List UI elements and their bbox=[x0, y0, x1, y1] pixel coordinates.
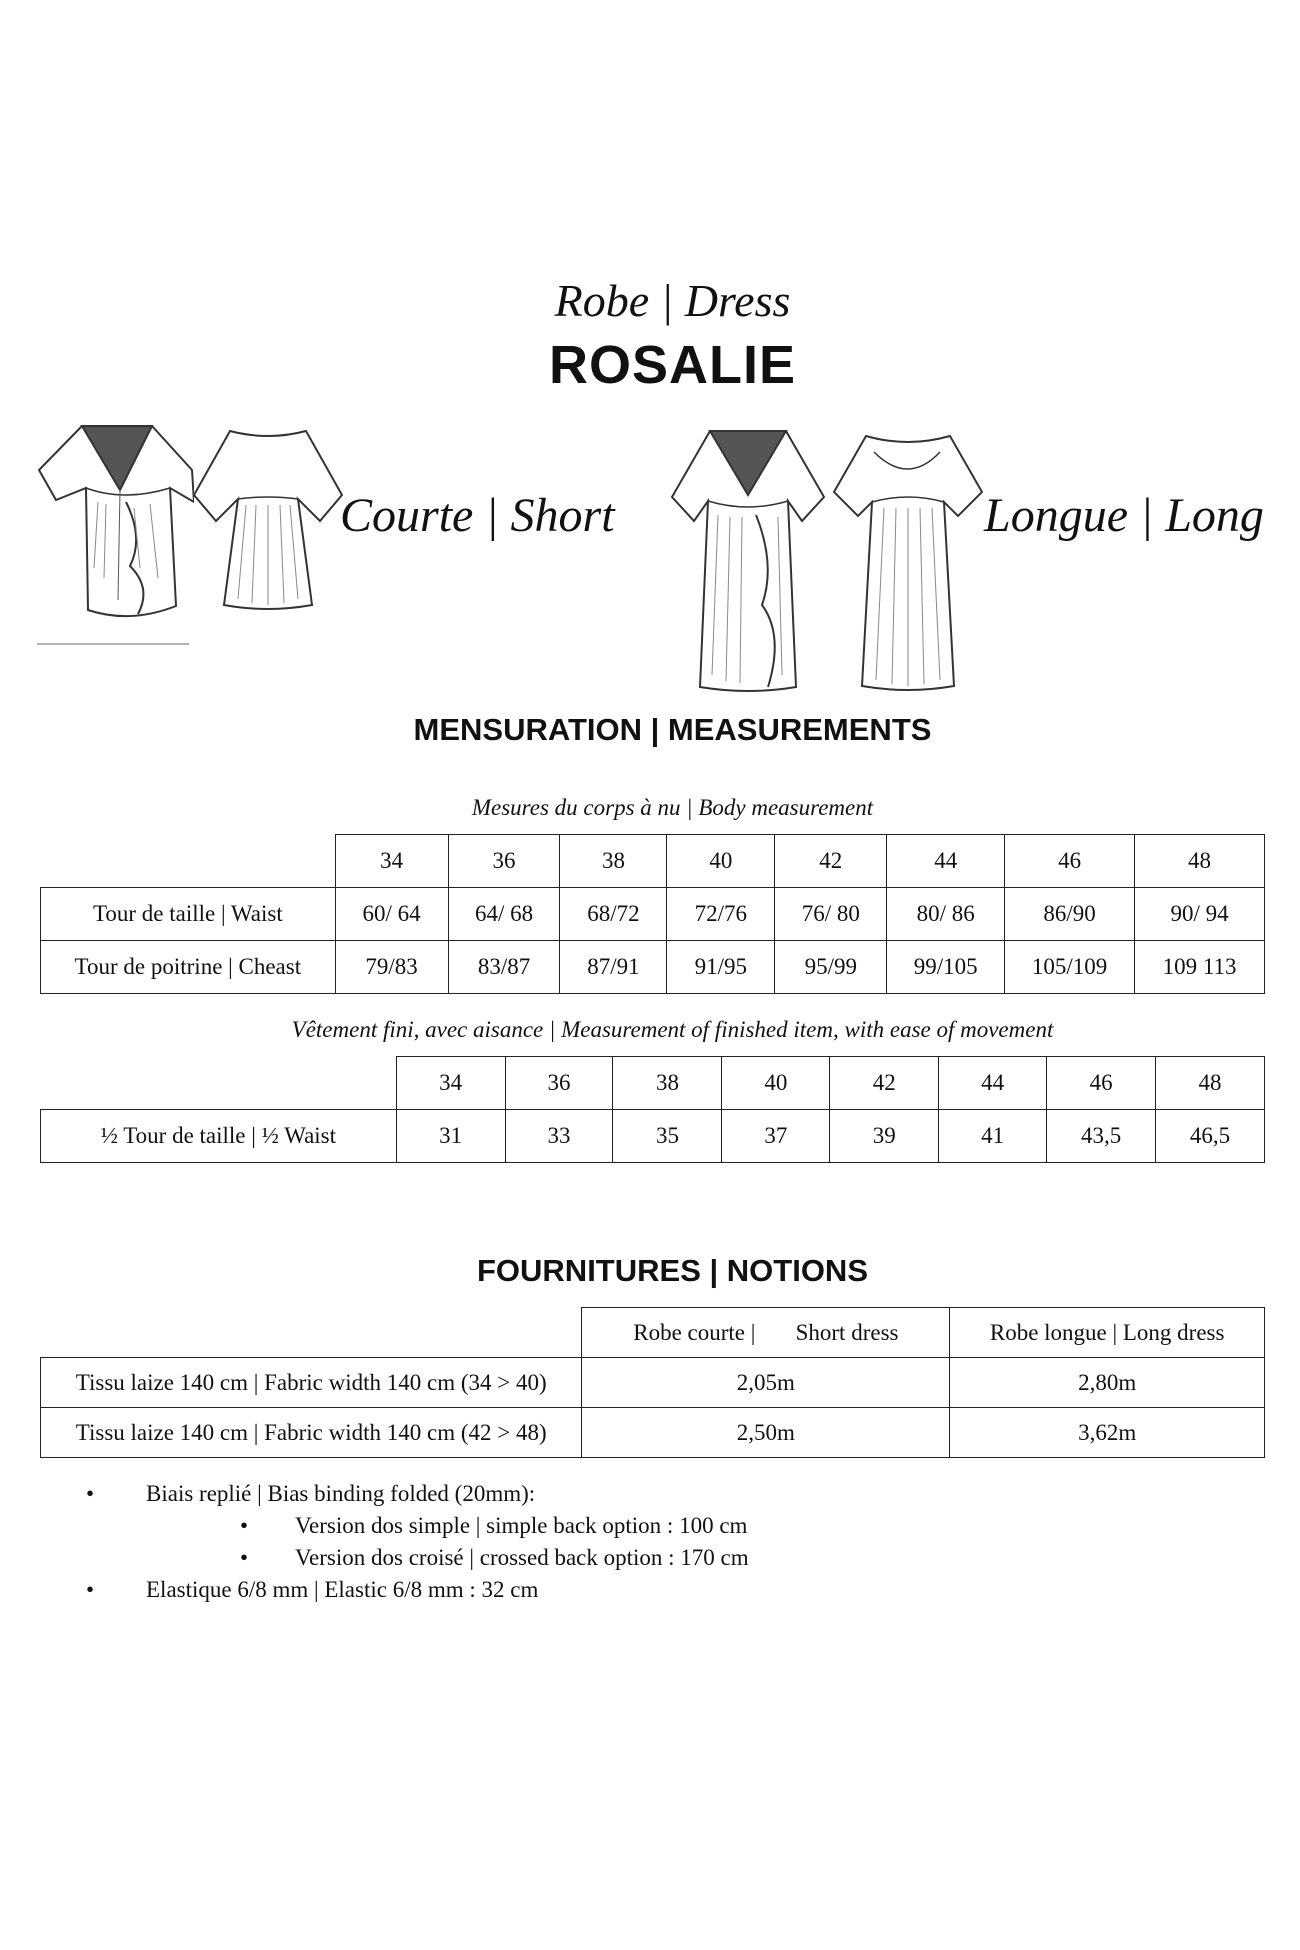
table-cell: 76/ 80 bbox=[775, 888, 887, 941]
short-dress-back-illustration bbox=[190, 425, 345, 615]
size-cell: 38 bbox=[613, 1057, 722, 1110]
bias-binding-text: Biais replié | Bias binding folded (20mm): bbox=[146, 1481, 536, 1506]
size-header-row bbox=[41, 835, 1265, 888]
table-cell: 80/ 86 bbox=[887, 888, 1005, 941]
row-label: Tour de poitrine | Cheast bbox=[41, 941, 336, 994]
size-cell: 44 bbox=[939, 1057, 1047, 1110]
size-cell: 40 bbox=[722, 1057, 830, 1110]
table-cell: 35 bbox=[613, 1110, 722, 1163]
size-cell: 40 bbox=[667, 835, 775, 888]
table-row bbox=[41, 941, 1265, 994]
table-cell: 41 bbox=[939, 1110, 1047, 1163]
table-cell: 2,80m bbox=[950, 1358, 1265, 1408]
body-measurement-caption: Mesures du corps à nu | Body measurement bbox=[471, 795, 874, 820]
table-cell: 72/76 bbox=[667, 888, 775, 941]
bullet: • bbox=[240, 1513, 249, 1538]
table-cell: 68/72 bbox=[560, 888, 667, 941]
table-cell: 91/95 bbox=[667, 941, 775, 994]
table-cell: 31 bbox=[396, 1110, 505, 1163]
size-cell: 44 bbox=[887, 835, 1005, 888]
bullet: • bbox=[86, 1481, 95, 1506]
table-cell: 43,5 bbox=[1047, 1110, 1156, 1163]
short-dress-front-illustration bbox=[34, 418, 194, 648]
size-cell: 34 bbox=[396, 1057, 505, 1110]
bullet: • bbox=[86, 1577, 95, 1602]
finished-measurement-caption: Vêtement fini, avec aisance | Measurement of finished item, with ease of movement bbox=[291, 1017, 1054, 1042]
size-cell: 34 bbox=[335, 835, 448, 888]
table-cell: 86/90 bbox=[1005, 888, 1135, 941]
page-title: ROSALIE bbox=[548, 335, 797, 395]
table-corner bbox=[41, 835, 336, 888]
long-variant-label: Longue | Long bbox=[984, 489, 1264, 542]
body-measurement-table bbox=[40, 834, 1265, 994]
size-cell: 46 bbox=[1005, 835, 1135, 888]
table-cell: 95/99 bbox=[775, 941, 887, 994]
finished-measurement-table bbox=[40, 1056, 1265, 1163]
table-cell: 87/91 bbox=[560, 941, 667, 994]
table-cell: 83/87 bbox=[448, 941, 560, 994]
size-cell: 48 bbox=[1135, 835, 1265, 888]
row-label: ½ Tour de taille | ½ Waist bbox=[41, 1110, 397, 1163]
table-cell: 2,50m bbox=[582, 1408, 950, 1458]
row-label: Tour de taille | Waist bbox=[41, 888, 336, 941]
row-label: Tissu laize 140 cm | Fabric width 140 cm (42 > 48) bbox=[41, 1408, 582, 1458]
table-cell: 64/ 68 bbox=[448, 888, 560, 941]
table-cell: 105/109 bbox=[1005, 941, 1135, 994]
column-header: Robe longue | Long dress bbox=[950, 1308, 1265, 1358]
long-dress-front-illustration bbox=[668, 425, 828, 695]
table-corner bbox=[41, 1308, 582, 1358]
column-header: Robe courte | Short dress bbox=[582, 1308, 950, 1358]
table-cell: 2,05m bbox=[582, 1358, 950, 1408]
bias-crossed-back-text: Version dos croisé | crossed back option : 170 cm bbox=[295, 1545, 749, 1570]
notions-table bbox=[40, 1307, 1265, 1458]
size-cell: 36 bbox=[505, 1057, 613, 1110]
notions-header-row bbox=[41, 1308, 1265, 1358]
table-cell: 46,5 bbox=[1156, 1110, 1265, 1163]
page-subtitle: Robe | Dress bbox=[554, 275, 791, 326]
table-cell: 90/ 94 bbox=[1135, 888, 1265, 941]
size-cell: 48 bbox=[1156, 1057, 1265, 1110]
long-dress-back-illustration bbox=[830, 430, 985, 695]
table-row bbox=[41, 1358, 1265, 1408]
table-row bbox=[41, 1408, 1265, 1458]
table-cell: 39 bbox=[830, 1110, 939, 1163]
table-cell: 79/83 bbox=[335, 941, 448, 994]
size-cell: 46 bbox=[1047, 1057, 1156, 1110]
table-cell: 37 bbox=[722, 1110, 830, 1163]
table-row bbox=[41, 1110, 1265, 1163]
bias-simple-back-text: Version dos simple | simple back option : 100 cm bbox=[295, 1513, 748, 1538]
table-cell: 99/105 bbox=[887, 941, 1005, 994]
row-label: Tissu laize 140 cm | Fabric width 140 cm (34 > 40) bbox=[41, 1358, 582, 1408]
short-variant-label: Courte | Short bbox=[340, 489, 615, 542]
table-row bbox=[41, 888, 1265, 941]
table-corner bbox=[41, 1057, 397, 1110]
table-cell: 3,62m bbox=[950, 1408, 1265, 1458]
table-cell: 60/ 64 bbox=[335, 888, 448, 941]
notions-heading: FOURNITURES | NOTIONS bbox=[476, 1253, 868, 1288]
measurements-heading: MENSURATION | MEASUREMENTS bbox=[413, 712, 932, 747]
table-cell: 33 bbox=[505, 1110, 613, 1163]
size-cell: 42 bbox=[830, 1057, 939, 1110]
size-cell: 38 bbox=[560, 835, 667, 888]
table-cell: 109 113 bbox=[1135, 941, 1265, 994]
size-cell: 36 bbox=[448, 835, 560, 888]
size-header-row bbox=[41, 1057, 1265, 1110]
bullet: • bbox=[240, 1545, 249, 1570]
elastic-text: Elastique 6/8 mm | Elastic 6/8 mm : 32 cm bbox=[146, 1577, 539, 1602]
size-cell: 42 bbox=[775, 835, 887, 888]
